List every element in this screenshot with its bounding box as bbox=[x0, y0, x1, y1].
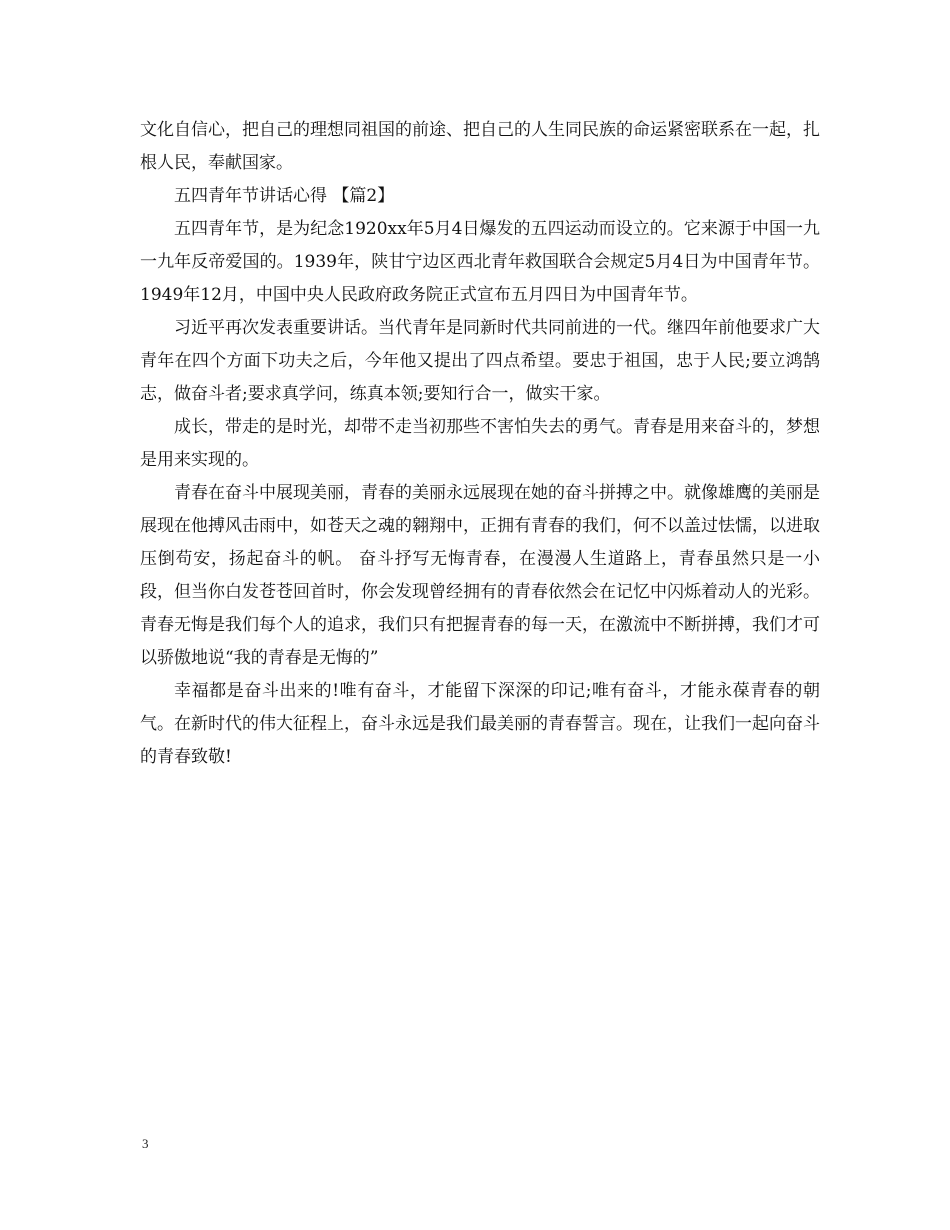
paragraph: 青春在奋斗中展现美丽，青春的美丽永远展现在她的奋斗拼搏之中。就像雄鹰的美丽是展现在他搏风击雨中，如苍天之魂的翱翔中，正拥有青春的我们，何不以盖过怯懦，以进取压倒苟安，扬起奋斗的帆。 奋斗抒写无悔青春，在漫漫人生道路上，青春虽然只是一小段，但当你白发苍苍回首时，你会发现曾经拥有的青春依然会在记忆中闪烁着动人的光彩。青春无悔是我们每个人的追求，我们只有把握青春的每一天，在激流中不断拼搏，我们才可以骄傲地说“我的青春是无悔的” bbox=[140, 483, 820, 668]
paragraph-continuation: 文化自信心，把自己的理想同祖国的前途、把自己的人生同民族的命运紧密联系在一起，扎根人民，奉献国家。 bbox=[140, 120, 820, 173]
paragraph: 五四青年节，是为纪念1920xx年5月4日爆发的五四运动而设立的。它来源于中国一九一九年反帝爱国的。1939年，陕甘宁边区西北青年救国联合会规定5月4日为中国青年节。1949年12月，中国中央人民政府政务院正式宣布五月四日为中国青年节。 bbox=[140, 219, 820, 305]
section-heading: 五四青年节讲话心得 【篇2】 bbox=[174, 186, 395, 206]
document-body bbox=[140, 114, 820, 774]
paragraph: 成长，带走的是时光，却带不走当初那些不害怕失去的勇气。青春是用来奋斗的，梦想是用来实现的。 bbox=[140, 417, 820, 470]
paragraph: 习近平再次发表重要讲话。当代青年是同新时代共同前进的一代。继四年前他要求广大青年在四个方面下功夫之后，今年他又提出了四点希望。要忠于祖国，忠于人民;要立鸿鹄志，做奋斗者;要求真学问，练真本领;要知行合一，做实干家。 bbox=[140, 318, 820, 404]
paragraph: 幸福都是奋斗出来的!唯有奋斗，才能留下深深的印记;唯有奋斗，才能永葆青春的朝气。在新时代的伟大征程上，奋斗永远是我们最美丽的青春誓言。现在，让我们一起向奋斗的青春致敬! bbox=[140, 681, 820, 767]
page-number: 3 bbox=[142, 1136, 149, 1151]
